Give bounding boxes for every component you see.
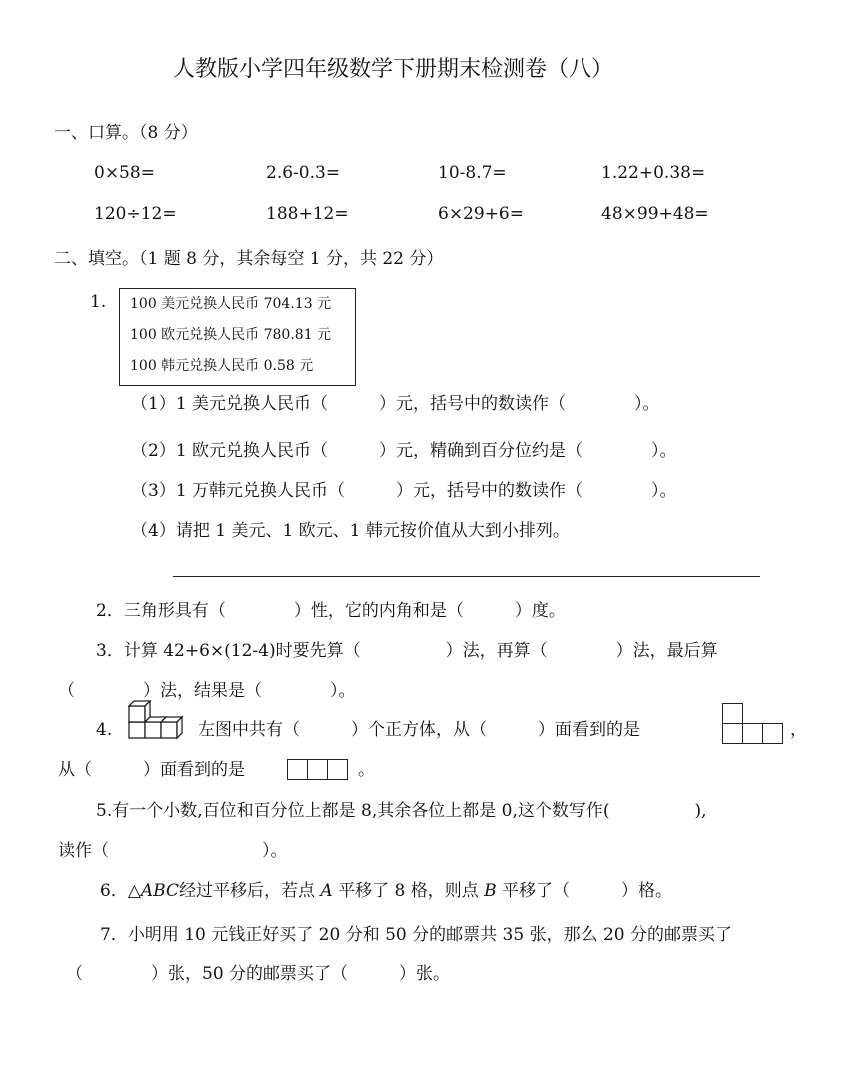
- question-4-comma: ，: [790, 720, 807, 740]
- section-2-heading: 二、填空。（1 题 8 分，其余每空 1 分，共 22 分）: [54, 249, 444, 269]
- calc-item: 2.6-0.3=: [266, 163, 341, 183]
- answer-line: [173, 576, 760, 577]
- exchange-rate-line: 100 美元兑换人民币 704.13 元: [130, 296, 332, 312]
- question-1-number: 1.: [90, 292, 107, 312]
- question-6-mid: 经过平移后，若点: [178, 881, 321, 901]
- point-b-label: B: [484, 881, 497, 901]
- calc-item: 10-8.7=: [438, 163, 507, 183]
- page-title: 人教版小学四年级数学下册期末检测卷（八）: [173, 57, 614, 82]
- question-4-line-2: 从（ ）面看到的是: [58, 760, 245, 780]
- question-4-number: 4.: [96, 720, 113, 740]
- point-a-label: A: [320, 881, 333, 901]
- question-7-line-2: （ ）张，50 分的邮票买了（ ）张。: [66, 964, 451, 984]
- question-6: [100, 880, 672, 902]
- question-1-1: （1）1 美元兑换人民币（ ）元，括号中的数读作（ ）。: [131, 394, 660, 414]
- calc-item: 48×99+48=: [601, 204, 709, 224]
- cube-stack-svg: [128, 700, 184, 744]
- question-1-3: （3）1 万韩元兑换人民币（ ）元，括号中的数读作（ ）。: [131, 481, 677, 501]
- question-3-line-1: 3．计算 42+6×(12-4)时要先算（ ）法，再算（ ）法，最后算: [96, 641, 718, 661]
- calc-item: 6×29+6=: [438, 204, 524, 224]
- question-2: 2．三角形具有（ ）性，它的内角和是（ ）度。: [96, 601, 566, 621]
- question-1-4: （4）请把 1 美元、1 欧元、1 韩元按价值从大到小排列。: [131, 521, 570, 541]
- exchange-rate-line: 100 韩元兑换人民币 0.58 元: [130, 358, 314, 374]
- question-5-line-2: 读作（ ）。: [58, 841, 288, 861]
- calc-item: 120÷12=: [94, 204, 177, 224]
- question-6-end: 平移了（ ）格。: [496, 881, 673, 901]
- calc-item: 188+12=: [266, 204, 349, 224]
- exchange-rate-line: 100 欧元兑换人民币 780.81 元: [130, 327, 332, 343]
- question-4-line-1: 左图中共有（ ）个正方体，从（ ）面看到的是: [198, 720, 640, 740]
- calc-item: 1.22+0.38=: [601, 163, 706, 183]
- question-6-prefix: 6．△: [100, 881, 141, 901]
- cube-stack-figure: [128, 700, 184, 744]
- triangle-label: ABC: [140, 881, 179, 901]
- view-shape-l: [722, 703, 784, 745]
- question-6-mid2: 平移了 8 格，则点: [332, 881, 485, 901]
- calc-item: 0×58=: [94, 163, 155, 183]
- question-1-2: （2）1 欧元兑换人民币（ ）元，精确到百分位约是（ ）。: [131, 441, 677, 461]
- view-shape-row: [287, 759, 350, 780]
- question-3-line-2: （ ）法，结果是（ ）。: [58, 681, 356, 701]
- question-4-end: 。: [358, 760, 375, 780]
- section-1-heading: 一、口算。（8 分）: [54, 123, 198, 143]
- question-5-line-1: 5.有一个小数,百位和百分位上都是 8,其余各位上都是 0,这个数写作( ),: [96, 801, 707, 821]
- question-7-line-1: 7．小明用 10 元钱正好买了 20 分和 50 分的邮票共 35 张，那么 20 分的邮票买了: [100, 925, 733, 945]
